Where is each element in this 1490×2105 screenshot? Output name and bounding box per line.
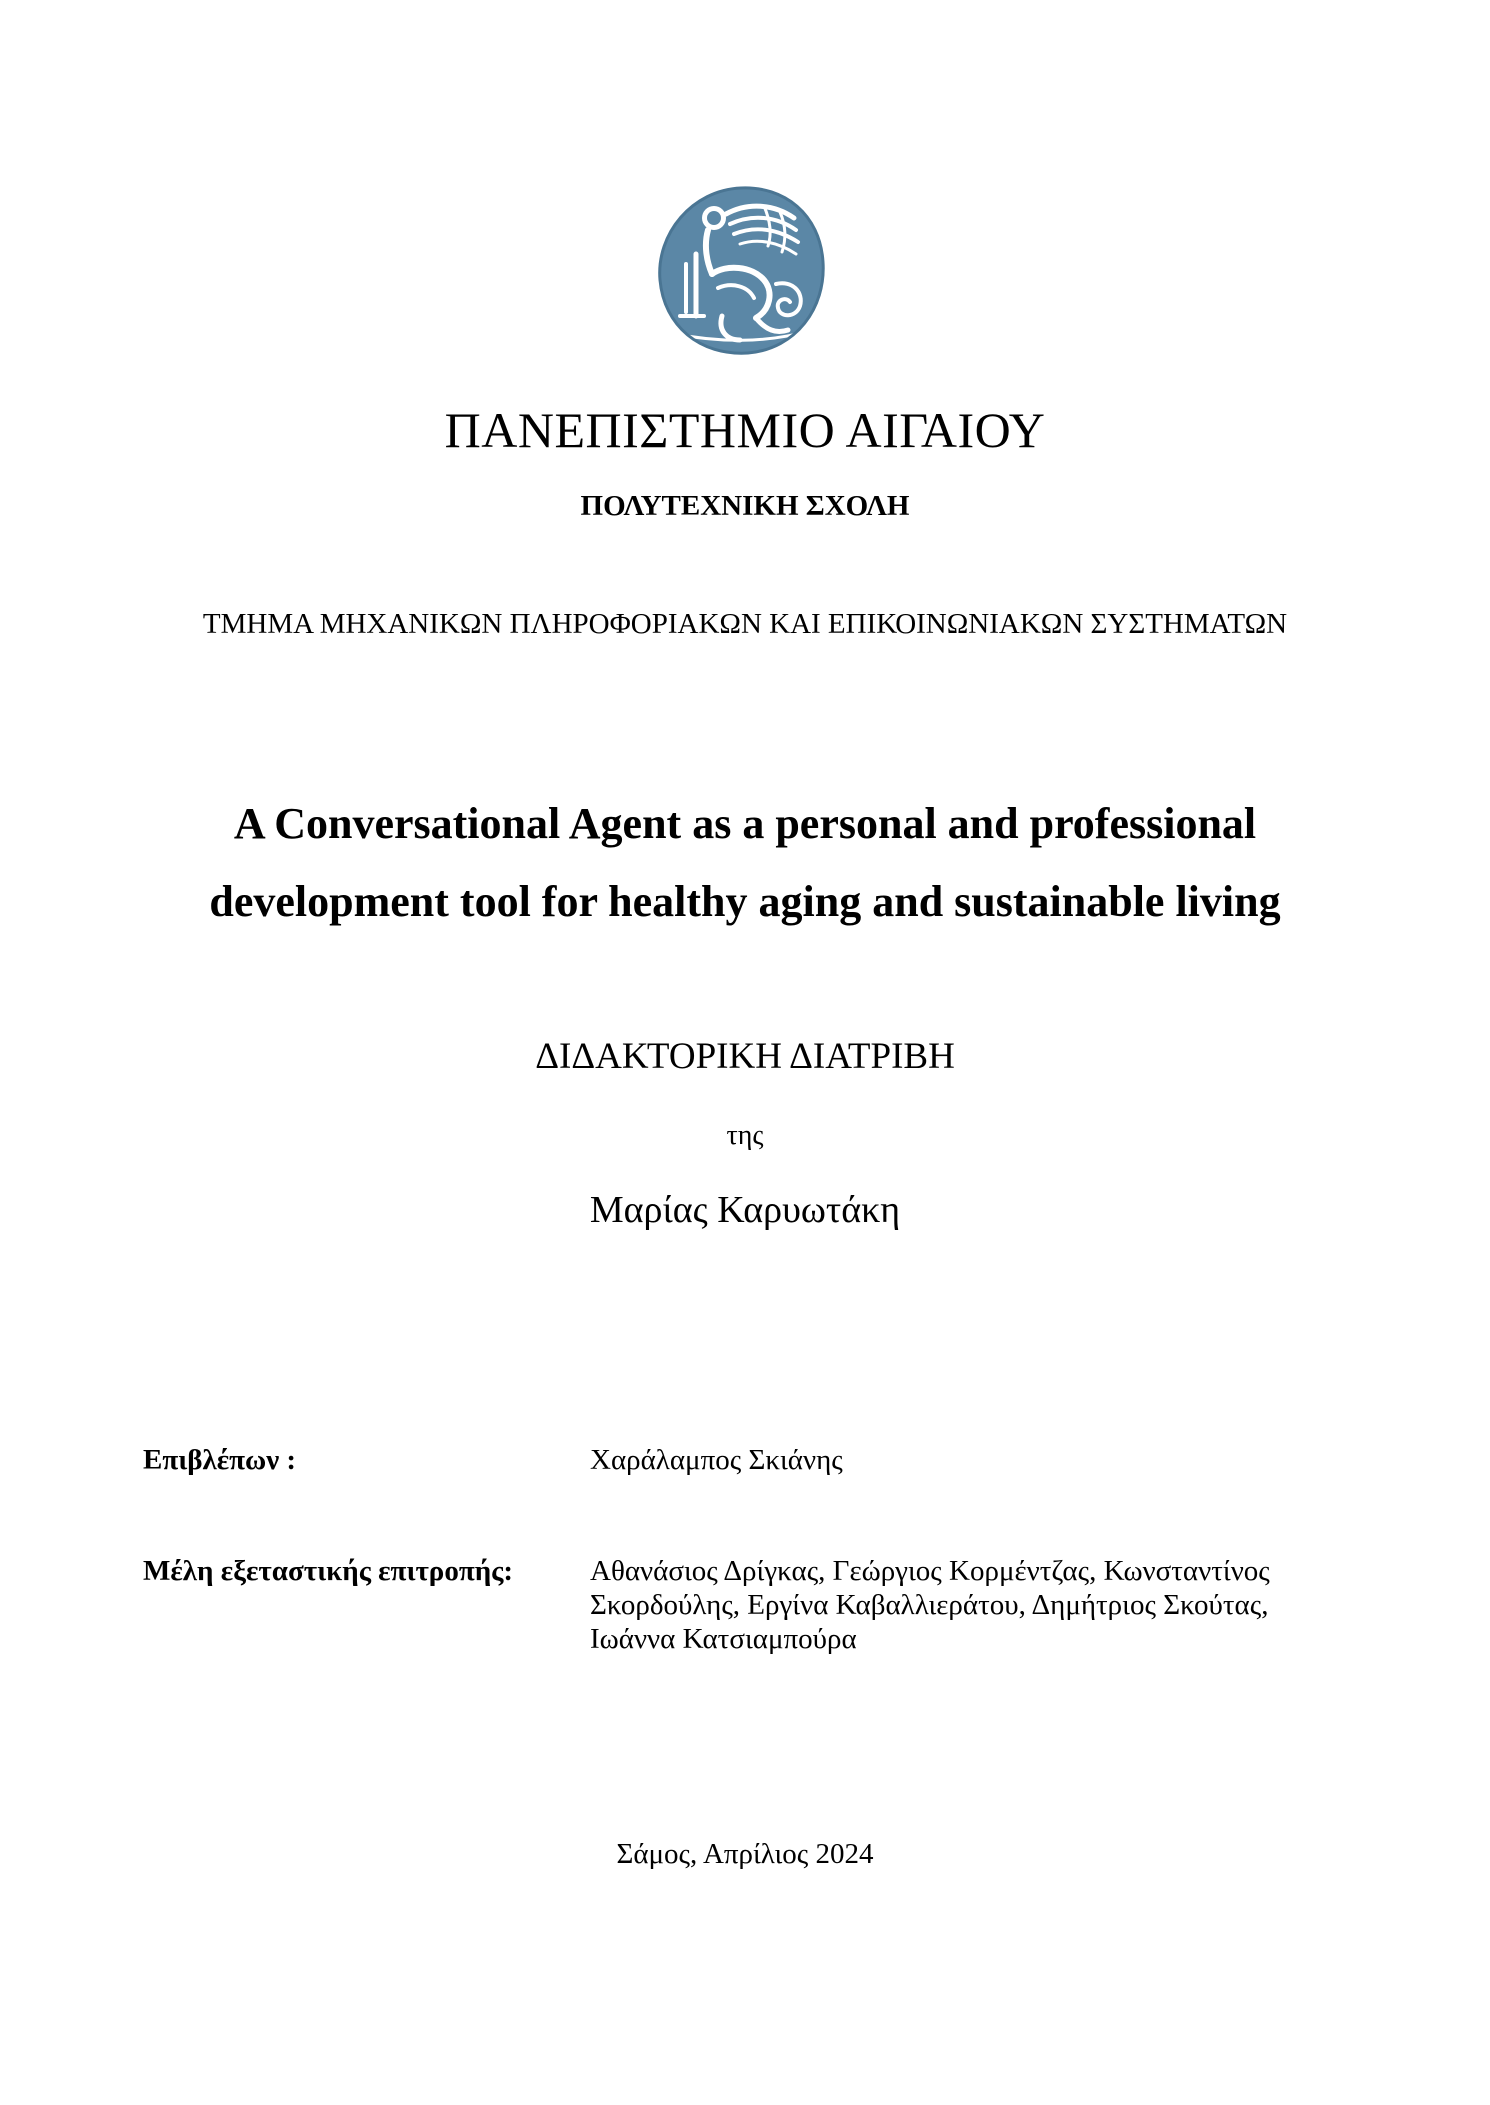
committee-members-line: Αθανάσιος Δρίγκας, Γεώργιος Κορμέντζας, Κωνσταντίνος xyxy=(590,1555,1270,1587)
committee-members-line: Ιωάννα Κατσιαμπούρα xyxy=(590,1623,857,1655)
thesis-title-line-1: A Conversational Agent as a personal and professional xyxy=(233,799,1257,848)
author-name: Μαρίας Καρυωτάκη xyxy=(589,1189,901,1231)
thesis-type: ΔΙΔΑΚΤΟΡΙΚΗ ΔΙΑΤΡΙΒΗ xyxy=(535,1036,955,1077)
university-seal-icon xyxy=(656,184,826,356)
university-name: ΠΑΝΕΠΙΣΤΗΜΙΟ ΑΙΓΑΙΟΥ xyxy=(444,402,1046,458)
supervisor-label: Επιβλέπων : xyxy=(143,1444,297,1476)
thesis-title-line-2: development tool for healthy aging and sustainable living xyxy=(209,877,1281,926)
committee-members xyxy=(590,1554,1330,1656)
supervisor-name: Χαράλαμπος Σκιάνης xyxy=(590,1444,843,1476)
place-and-date: Σάμος, Απρίλιος 2024 xyxy=(616,1838,874,1870)
author-preposition: της xyxy=(726,1120,764,1151)
committee-members-line: Σκορδούλης, Εργίνα Καβαλλιεράτου, Δημήτριος Σκούτας, xyxy=(590,1589,1269,1621)
department-name: ΤΜΗΜΑ ΜΗΧΑΝΙΚΩΝ ΠΛΗΡΟΦΟΡΙΑΚΩΝ ΚΑΙ ΕΠΙΚΟΙΝΩΝΙΑΚΩΝ ΣΥΣΤΗΜΑΤΩΝ xyxy=(202,608,1288,640)
school-name: ΠΟΛΥΤΕΧΝΙΚΗ ΣΧΟΛΗ xyxy=(580,490,910,522)
committee-label: Μέλη εξεταστικής επιτροπής: xyxy=(143,1555,514,1587)
